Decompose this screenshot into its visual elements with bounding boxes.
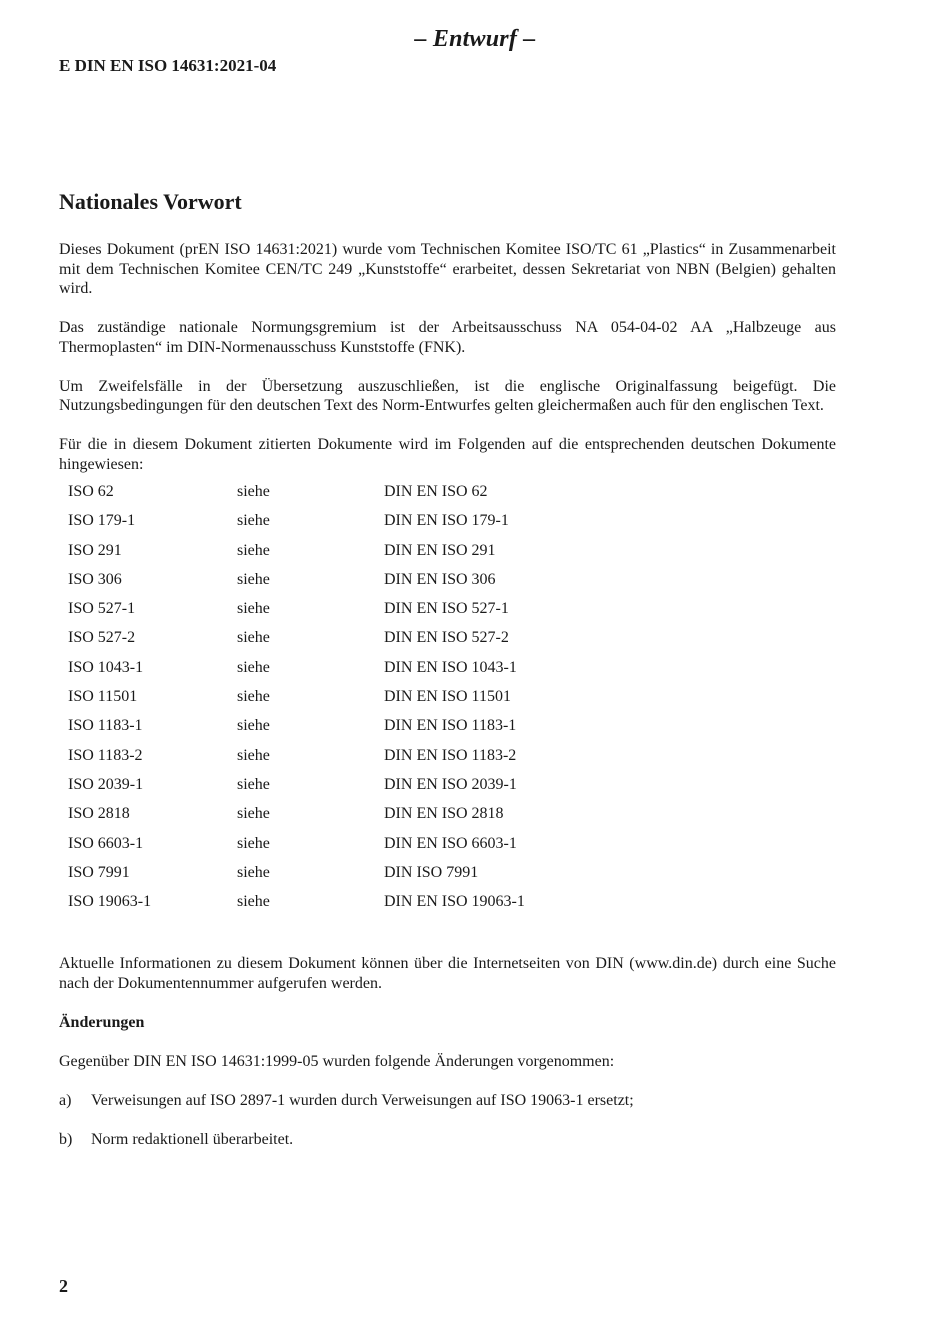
main-content xyxy=(59,188,836,1169)
din-reference: DIN EN ISO 527-2 xyxy=(384,629,509,647)
table-row xyxy=(59,834,684,863)
table-row xyxy=(59,628,684,657)
table-row xyxy=(59,541,684,570)
table-row xyxy=(59,746,684,775)
din-reference: DIN EN ISO 19063-1 xyxy=(384,893,525,911)
iso-reference: ISO 1183-2 xyxy=(68,746,143,764)
din-reference: DIN EN ISO 6603-1 xyxy=(384,834,517,852)
iso-reference: ISO 1043-1 xyxy=(68,658,144,676)
din-reference: DIN EN ISO 179-1 xyxy=(384,512,509,530)
section-title: Nationales Vorwort xyxy=(59,189,242,214)
changes-intro: Gegenüber DIN EN ISO 14631:1999-05 wurden folgende Änderungen vorgenommen: xyxy=(59,1052,615,1070)
see-label: siehe xyxy=(237,863,270,881)
list-item xyxy=(59,1130,836,1150)
din-reference: DIN EN ISO 306 xyxy=(384,570,496,588)
see-label: siehe xyxy=(237,893,270,911)
iso-reference: ISO 527-1 xyxy=(68,600,136,618)
table-row xyxy=(59,482,684,511)
see-label: siehe xyxy=(237,483,270,500)
list-item xyxy=(59,1091,836,1111)
list-text: Norm redaktionell überarbeitet. xyxy=(91,1130,294,1148)
paragraph-references-intro: Für die in diesem Dokument zitierten Dokumente wird im Folgenden auf die entsprechenden deutschen Dokumente hingewiesen: xyxy=(59,436,836,473)
see-label: siehe xyxy=(237,717,270,735)
table-row xyxy=(59,511,684,540)
table-row xyxy=(59,687,684,716)
see-label: siehe xyxy=(237,570,270,588)
din-reference: DIN EN ISO 2039-1 xyxy=(384,775,517,793)
post-table-block xyxy=(59,954,836,1149)
din-reference: DIN EN ISO 291 xyxy=(384,541,496,559)
list-marker: a) xyxy=(59,1091,72,1109)
see-label: siehe xyxy=(237,834,270,852)
din-reference: DIN EN ISO 62 xyxy=(384,483,488,500)
din-reference: DIN EN ISO 1043-1 xyxy=(384,658,517,676)
iso-reference: ISO 62 xyxy=(68,483,114,500)
table-row xyxy=(59,658,684,687)
see-label: siehe xyxy=(237,629,270,647)
din-reference: DIN EN ISO 11501 xyxy=(384,688,511,706)
paragraph-translation: Um Zweifelsfälle in der Übersetzung auszuschließen, ist die englische Originalfassung beigefügt. Die Nutzungsbedingungen für den deutschen Text des Norm-Entwurfes gelten gleichermaßen auch für den englischen Text. xyxy=(59,377,836,414)
table-row xyxy=(59,570,684,599)
see-label: siehe xyxy=(237,600,270,618)
din-reference: DIN EN ISO 527-1 xyxy=(384,600,509,618)
table-row xyxy=(59,775,684,804)
list-marker: b) xyxy=(59,1130,73,1148)
iso-reference: ISO 306 xyxy=(68,570,122,588)
see-label: siehe xyxy=(237,658,270,676)
reference-table xyxy=(59,482,684,921)
paragraph-origin: Dieses Dokument (prEN ISO 14631:2021) wurde vom Technischen Komitee ISO/TC 61 „Plastics“ in Zusammenarbeit mit dem Technischen Komitee CEN/TC 249 „Kunststoffe“ erarbeitet, dessen Sekretariat von NBN (Belgien) gehalten wird. xyxy=(59,241,836,297)
din-reference: DIN EN ISO 1183-2 xyxy=(384,746,517,764)
iso-reference: ISO 1183-1 xyxy=(68,717,143,735)
changes-heading: Änderungen xyxy=(59,1013,145,1031)
see-label: siehe xyxy=(237,688,270,706)
see-label: siehe xyxy=(237,746,270,764)
iso-reference: ISO 2039-1 xyxy=(68,775,144,793)
list-text: Verweisungen auf ISO 2897-1 wurden durch Verweisungen auf ISO 19063-1 ersetzt; xyxy=(91,1091,634,1109)
paragraph-committee: Das zuständige nationale Normungsgremium ist der Arbeitsausschuss NA 054-04-02 AA „Halbzeuge aus Thermoplasten“ im DIN-Normenausschuss Kunststoffe (FNK). xyxy=(59,319,836,356)
iso-reference: ISO 11501 xyxy=(68,688,138,706)
table-row xyxy=(59,892,684,921)
document-identifier: E DIN EN ISO 14631:2021-04 xyxy=(59,56,277,75)
iso-reference: ISO 2818 xyxy=(68,805,130,823)
see-label: siehe xyxy=(237,512,270,530)
draft-watermark-title: – Entwurf – xyxy=(414,26,536,52)
table-row xyxy=(59,599,684,628)
paragraph-online-info: Aktuelle Informationen zu diesem Dokument können über die Internetseiten von DIN (www.din.de) durch eine Suche nach der Dokumentennummer aufgerufen werden. xyxy=(59,955,836,992)
iso-reference: ISO 19063-1 xyxy=(68,893,152,911)
see-label: siehe xyxy=(237,541,270,559)
iso-reference: ISO 291 xyxy=(68,541,122,559)
din-reference: DIN EN ISO 1183-1 xyxy=(384,717,517,735)
iso-reference: ISO 527-2 xyxy=(68,629,136,647)
see-label: siehe xyxy=(237,775,270,793)
table-row xyxy=(59,863,684,892)
din-reference: DIN ISO 7991 xyxy=(384,863,479,881)
iso-reference: ISO 7991 xyxy=(68,863,130,881)
table-row xyxy=(59,804,684,833)
page-number: 2 xyxy=(59,1276,68,1296)
din-reference: DIN EN ISO 2818 xyxy=(384,805,504,823)
see-label: siehe xyxy=(237,805,270,823)
iso-reference: ISO 179-1 xyxy=(68,512,136,530)
iso-reference: ISO 6603-1 xyxy=(68,834,144,852)
table-row xyxy=(59,716,684,745)
